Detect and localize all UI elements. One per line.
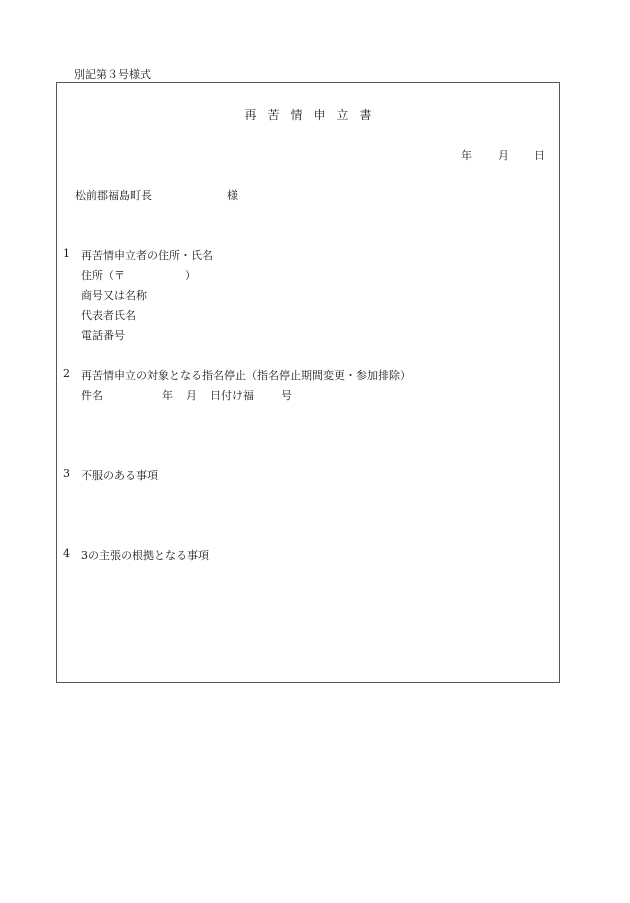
ref-month-label: 月: [186, 389, 197, 402]
section-3-heading: 不服のある事項: [81, 469, 158, 482]
section-4-number: 4: [63, 547, 70, 560]
section-2-heading: 再苦情申立の対象となる指名停止（指名停止期間変更・参加排除）: [81, 369, 411, 382]
date-day-label: 日: [534, 149, 545, 162]
address-close-paren: ）: [185, 269, 196, 282]
form-number-label: 別記第３号様式: [74, 68, 151, 81]
date-year-label: 年: [461, 149, 472, 162]
addressee-name: 松前郡福島町長: [75, 189, 152, 202]
addressee-honorific: 様: [227, 189, 238, 202]
subject-reference-line: [81, 387, 341, 401]
address-label: 住所（〒: [81, 269, 125, 282]
representative-name-label: 代表者氏名: [81, 309, 136, 322]
form-frame: [56, 82, 560, 683]
section-4-heading: 3の主張の根拠となる事項: [81, 549, 209, 562]
ref-dated-label: 日付け福: [210, 389, 254, 402]
phone-number-label: 電話番号: [81, 329, 125, 342]
ref-number-label: 号: [281, 389, 292, 402]
section-1-number: 1: [63, 247, 70, 260]
document-title: 再苦情申立書: [244, 108, 383, 122]
section-3-number: 3: [63, 467, 70, 480]
date-month-label: 月: [498, 149, 509, 162]
section-2-number: 2: [63, 367, 70, 380]
ref-year-label: 年: [162, 389, 173, 402]
company-name-label: 商号又は名称: [81, 289, 147, 302]
section-1-heading: 再苦情申立者の住所・氏名: [81, 249, 213, 262]
subject-label: 件名: [81, 389, 103, 402]
